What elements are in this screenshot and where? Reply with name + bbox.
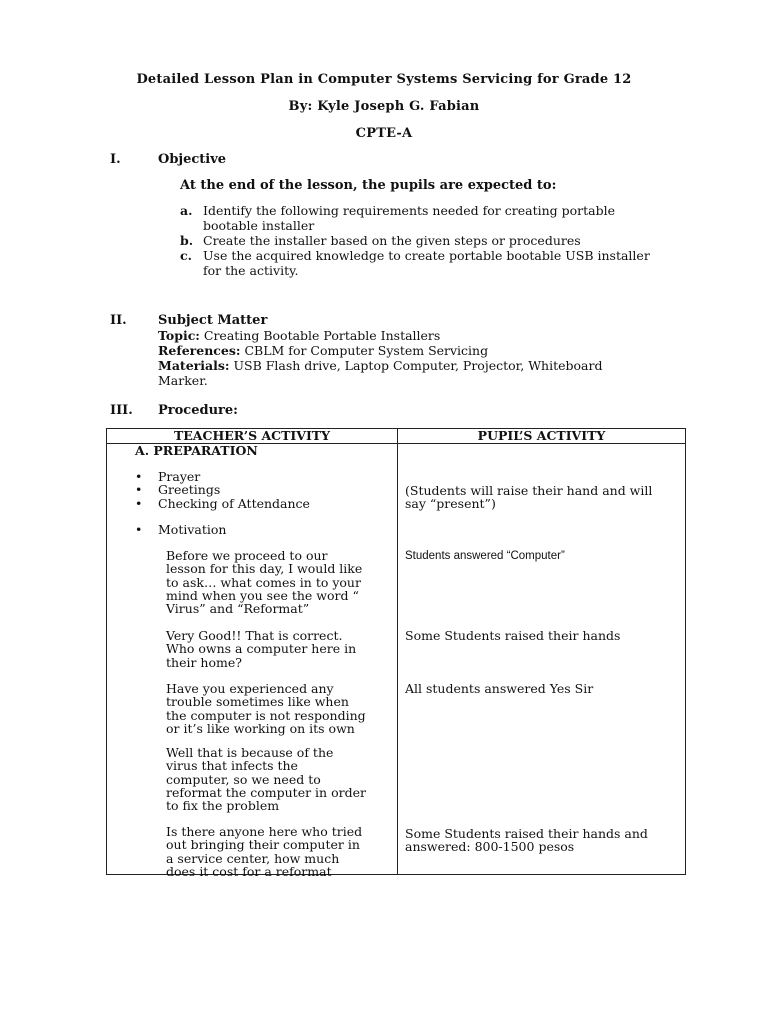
bullet-glyph: • [135, 482, 143, 498]
list-item [107, 483, 397, 496]
author-line: By: Kyle Joseph G. Fabian [288, 99, 480, 114]
objective-item-text: Create the installer based on the given steps or procedures [203, 233, 581, 248]
procedure-heading: Procedure: [158, 403, 238, 418]
objective-numeral: I. [110, 152, 121, 167]
pupil-text: say “present”) [405, 496, 496, 512]
teacher-text: out bringing their computer in [166, 837, 360, 853]
teacher-block-4 [166, 746, 366, 812]
teacher-text: Very Good!! That is correct. [166, 628, 343, 643]
motivation-item [107, 523, 397, 537]
list-item [107, 470, 397, 483]
teacher-block-1 [166, 549, 362, 615]
objective-item-text: Use the acquired knowledge to create portable bootable USB installer [203, 248, 650, 263]
teacher-text: or it’s like working on its own [166, 720, 355, 736]
subject-matter-heading: Subject Matter [158, 313, 268, 328]
references-line [158, 343, 488, 358]
materials-value: USB Flash drive, Laptop Computer, Projector, Whiteboard [229, 358, 603, 373]
bullet-list [107, 470, 397, 510]
teacher-text: to fix the problem [166, 798, 280, 814]
objective-item-letter: a. [180, 203, 193, 218]
pupil-response-1 [405, 484, 652, 511]
objective-heading: Objective [158, 152, 227, 167]
topic-line [158, 328, 440, 343]
objective-item-text: bootable installer [203, 218, 315, 233]
pupil-activity-header: PUPIL’S ACTIVITY [398, 429, 686, 444]
teacher-text: to ask… what comes in to your [166, 574, 361, 590]
teacher-text: Who owns a computer here in [166, 641, 357, 657]
teacher-block-5 [166, 825, 362, 878]
procedure-numeral: III. [110, 403, 133, 418]
teacher-text: virus that infects the [166, 758, 298, 774]
teacher-block-2 [166, 629, 356, 669]
pupil-text: answered: 800-1500 pesos [405, 839, 575, 855]
pupil-activity-cell [398, 444, 686, 875]
section-line: CPTE-A [355, 126, 413, 141]
subject-matter-numeral: II. [110, 313, 127, 328]
procedure-table [106, 428, 686, 879]
preparation-heading: A. PREPARATION [135, 443, 258, 458]
teacher-activity-cell [107, 443, 398, 879]
materials-label: Materials: [158, 358, 230, 373]
pupil-response-5 [405, 827, 648, 854]
materials-line [158, 358, 602, 373]
table-row [107, 444, 686, 875]
teacher-text: computer, so we need to [166, 771, 321, 787]
teacher-text: Well that is because of the [166, 745, 334, 760]
teacher-text: Have you experienced any [166, 681, 334, 696]
pupil-text: All students answered Yes Sir [405, 681, 594, 696]
bullet-glyph: • [135, 522, 143, 537]
bullet-glyph: • [135, 495, 143, 511]
bullet-text: Prayer [158, 469, 201, 484]
teacher-text: the computer is not responding [166, 707, 366, 723]
pupil-response-4 [405, 682, 593, 695]
objective-item-letter: c. [180, 248, 192, 263]
materials-line-2: Marker. [158, 373, 208, 388]
document-title: Detailed Lesson Plan in Computer Systems Servicing for Grade 12 [136, 72, 632, 87]
topic-value: Creating Bootable Portable Installers [199, 328, 441, 343]
teacher-block-3 [166, 682, 366, 735]
topic-label: Topic: [158, 328, 200, 343]
teacher-text: Virus” and “Reformat” [166, 601, 310, 617]
teacher-text: lesson for this day, I would like [166, 561, 363, 577]
objective-item-text: Identify the following requirements needed for creating portable [203, 203, 615, 218]
teacher-text: reformat the computer in order [166, 784, 366, 800]
teacher-text: Before we proceed to our [166, 548, 328, 563]
objective-intro: At the end of the lesson, the pupils are expected to: [180, 178, 557, 193]
teacher-text: their home? [166, 654, 242, 670]
table-header-row [107, 429, 686, 444]
teacher-text: a service center, how much [166, 850, 340, 866]
objective-item-text: for the activity. [203, 263, 299, 278]
pupil-text: (Students will raise their hand and will [405, 483, 653, 498]
teacher-text: Is there anyone here who tried [166, 824, 363, 839]
bullet-glyph: • [135, 469, 143, 484]
references-value: CBLM for Computer System Servicing [240, 343, 489, 358]
pupil-text: Some Students raised their hands [405, 628, 621, 643]
pupil-text: Students answered “Computer” [405, 550, 565, 562]
references-label: References: [158, 343, 241, 358]
pupil-response-2 [405, 550, 565, 563]
list-item [107, 497, 397, 510]
motivation-label: Motivation [158, 522, 227, 537]
bullet-text: Greetings [158, 482, 221, 498]
teacher-text: trouble sometimes like when [166, 694, 349, 710]
objective-item-letter: b. [180, 233, 194, 248]
pupil-response-3 [405, 629, 620, 642]
pupil-text: Some Students raised their hands and [405, 826, 648, 841]
teacher-text: mind when you see the word “ [166, 587, 359, 603]
bullet-text: Checking of Attendance [158, 495, 310, 511]
teacher-activity-header: TEACHER’S ACTIVITY [107, 429, 398, 444]
teacher-text: does it cost for a reformat [166, 863, 332, 879]
